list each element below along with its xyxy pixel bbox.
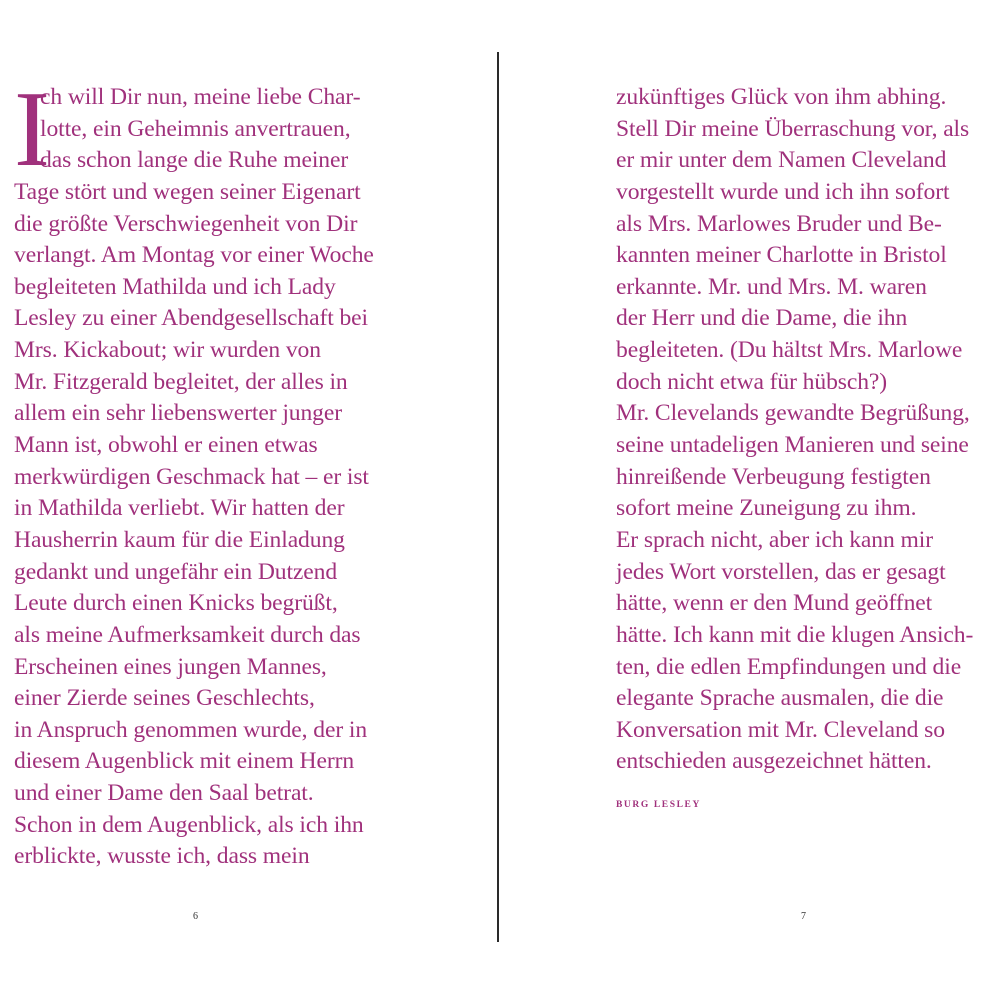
text-line: als Mrs. Marlowes Bruder und Be- (616, 210, 942, 237)
text-line: in Mathilda verliebt. Wir hatten der (14, 495, 345, 522)
text-line: erkannte. Mr. und Mrs. M. waren (616, 273, 927, 300)
text-line: doch nicht etwa für hübsch?) (616, 368, 888, 395)
text-line: hätte. Ich kann mit die klugen Ansich- (616, 621, 974, 648)
text-line: hätte, wenn er den Mund geöffnet (616, 590, 933, 617)
text-line: Tage stört und wegen seiner Eigenart (14, 178, 361, 205)
text-line: Mr. Fitzgerald begleitet, der alles in (14, 368, 348, 395)
text-line: seine untadeligen Manieren und seine (616, 432, 969, 459)
text-line: ch will Dir nun, meine liebe Char- (40, 84, 361, 110)
text-line: ten, die edlen Empfindungen und die (616, 653, 962, 680)
text-line: Schon in dem Augenblick, als ich ihn (14, 811, 364, 838)
text-line: in Anspruch genommen wurde, der in (14, 716, 368, 743)
text-line: Erscheinen eines jungen Mannes, (14, 653, 327, 680)
text-line: merkwürdigen Geschmack hat – er ist (14, 463, 369, 490)
right-page (500, 0, 995, 995)
text-line: elegante Sprache ausmalen, die die (616, 685, 944, 712)
text-line: sofort meine Zuneigung zu ihm. (616, 495, 917, 522)
text-line: das schon lange die Ruhe meiner (40, 147, 349, 174)
text-line: Mrs. Kickabout; wir wurden von (14, 337, 321, 364)
text-line: Er sprach nicht, aber ich kann mir (616, 526, 933, 553)
text-line: verlangt. Am Montag vor einer Woche (14, 242, 374, 269)
text-line: gedankt und ungefähr ein Dutzend (14, 558, 338, 585)
page-number-right: 7 (801, 911, 806, 922)
text-line: begleiteten. (Du hältst Mrs. Marlowe (616, 337, 963, 364)
text-line: einer Zierde seines Geschlechts, (14, 685, 315, 712)
text-line: und einer Dame den Saal betrat. (14, 780, 314, 807)
text-line: erblickte, wusste ich, dass mein (14, 843, 310, 870)
left-page (0, 0, 497, 995)
text-line: diesem Augenblick mit einem Herrn (14, 748, 355, 775)
text-line: entschieden ausgezeichnet hätten. (616, 748, 932, 775)
text-line: zukünftiges Glück von ihm abhing. (616, 84, 947, 110)
left-body-text (14, 70, 374, 873)
text-line: jedes Wort vorstellen, das er gesagt (616, 558, 946, 585)
text-line: Konversation mit Mr. Cleveland so (616, 716, 945, 743)
book-gutter-divider (497, 52, 499, 942)
text-line: vorgestellt wurde und ich ihn sofort (616, 178, 950, 205)
signature-line: BURG LESLEY (616, 800, 701, 810)
text-line: als meine Aufmerksamkeit durch das (14, 621, 361, 648)
text-line: hinreißende Verbeugung festigten (616, 463, 931, 490)
text-line: Lesley zu einer Abendgesellschaft bei (14, 305, 368, 332)
text-line: Leute durch einen Knicks begrüßt, (14, 590, 338, 617)
page-number-left: 6 (193, 911, 198, 922)
text-line: Stell Dir meine Überraschung vor, als (616, 115, 970, 142)
drop-cap: I (14, 70, 50, 189)
text-line: Mr. Clevelands gewandte Begrüßung, (616, 400, 970, 427)
text-line: Mann ist, obwohl er einen etwas (14, 432, 318, 459)
text-line: allem ein sehr liebenswerter junger (14, 400, 342, 427)
text-line: kannten meiner Charlotte in Bristol (616, 242, 947, 269)
text-line: lotte, ein Geheimnis anvertrauen, (40, 115, 351, 142)
text-line: Hausherrin kaum für die Einladung (14, 526, 345, 553)
text-line: der Herr und die Dame, die ihn (616, 305, 908, 332)
text-line: die größte Verschwiegenheit von Dir (14, 210, 358, 237)
right-body-text (616, 82, 973, 778)
text-line: begleiteten Mathilda und ich Lady (14, 273, 336, 300)
text-line: er mir unter dem Namen Cleveland (616, 147, 947, 174)
